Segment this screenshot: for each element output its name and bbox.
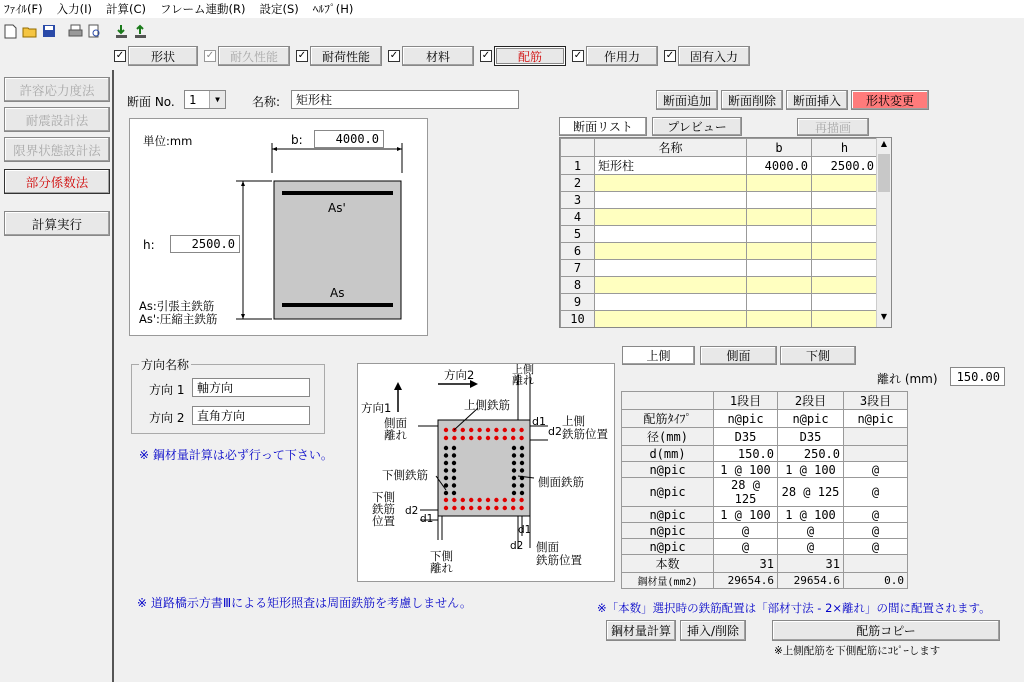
bottom-rebar-dot xyxy=(444,506,448,510)
top-rebar-dot xyxy=(494,428,498,432)
side-rebar-dot xyxy=(452,468,456,472)
tab-section-list[interactable]: 断面リスト xyxy=(559,117,647,136)
list-cell-b[interactable] xyxy=(747,175,812,192)
print-preview-icon[interactable] xyxy=(87,24,102,39)
table-row[interactable] xyxy=(561,192,878,209)
side-rebar-dot xyxy=(520,453,524,457)
bottom-rebar-dot xyxy=(461,506,465,510)
list-cell-b[interactable] xyxy=(747,226,812,243)
side-rebar-dot xyxy=(512,446,516,450)
table-row[interactable] xyxy=(622,507,908,523)
list-header-name: 名称 xyxy=(595,139,747,157)
list-cell-name[interactable] xyxy=(595,226,747,243)
section-list-table xyxy=(560,138,878,328)
bottom-sep-label xyxy=(430,550,453,574)
steel-calc-note: ※ 鋼材量計算は必ず行って下さい。 xyxy=(139,448,333,462)
side-rebar-dot xyxy=(512,468,516,472)
section-list-grid xyxy=(559,137,892,328)
d1-bottom-label: d1 xyxy=(420,513,434,525)
rebar-header-tier1: 1段目 xyxy=(714,392,778,410)
list-cell-b[interactable] xyxy=(747,209,812,226)
side-rebar-dot xyxy=(452,476,456,480)
list-cell-b[interactable] xyxy=(747,192,812,209)
sidebar xyxy=(0,70,114,682)
redraw-button: 再描画 xyxy=(797,118,869,136)
side-rebar-dot xyxy=(512,453,516,457)
list-cell-name[interactable] xyxy=(595,175,747,192)
direction-1-input[interactable]: 軸方向 xyxy=(192,378,310,397)
rebar-row-label: 配筋ﾀｲﾌﾟ xyxy=(622,410,714,428)
sidebar-item-partial-factor[interactable]: 部分係数法 xyxy=(4,169,110,194)
rebar-row-label: d(mm) xyxy=(622,446,714,462)
tab-load-capacity[interactable]: 耐荷性能 xyxy=(310,46,382,66)
list-cell-h[interactable]: 2500.0 xyxy=(812,157,878,175)
side-sep-line2: 離れ xyxy=(384,428,407,442)
bottom-rebar-dot xyxy=(494,498,498,502)
table-row[interactable] xyxy=(561,226,878,243)
table-row[interactable] xyxy=(561,175,878,192)
bottom-rebar-dot xyxy=(503,498,507,502)
rebar-row-label: n@pic xyxy=(622,462,714,478)
rebar-cell[interactable]: @ xyxy=(714,523,778,539)
count-placement-note: ※「本数」選択時の鉄筋配置は「部材寸法 - 2×離れ」の間に配置されます。 xyxy=(597,601,991,615)
tab-material[interactable]: 材料 xyxy=(402,46,474,66)
tab-side-rebar[interactable]: 側面 xyxy=(700,346,777,365)
list-header-corner xyxy=(561,139,595,157)
tab-action[interactable]: 作用力 xyxy=(586,46,658,66)
row-number: 2 xyxy=(561,175,595,192)
list-header-h: h xyxy=(812,139,878,157)
top-rebar-dot xyxy=(503,436,507,440)
side-rebar-dot xyxy=(452,446,456,450)
tab-check-custom[interactable]: ✓ xyxy=(665,50,675,61)
table-row[interactable] xyxy=(622,446,908,462)
sidebar-item-limit-state[interactable]: 限界状態設計法 xyxy=(4,137,110,162)
side-rebar-dot xyxy=(512,476,516,480)
h-input[interactable]: 2500.0 xyxy=(170,235,240,253)
menu-calc[interactable]: 計算(C) xyxy=(105,2,146,16)
side-rebar-dot xyxy=(512,483,516,487)
rebar-cell[interactable]: 250.0 xyxy=(778,446,844,462)
rebar-cell[interactable]: @ xyxy=(844,523,908,539)
section-no-value: 1 xyxy=(189,92,197,107)
d2-side-label: d2 xyxy=(510,540,524,552)
list-cell-name[interactable] xyxy=(595,260,747,277)
top-rebar-dot xyxy=(461,436,465,440)
rebar-cell: 29654.6 xyxy=(778,573,844,589)
side-rebar-dot xyxy=(444,476,448,480)
chevron-down-icon[interactable]: ▼ xyxy=(209,91,225,108)
top-rebar-dot xyxy=(461,428,465,432)
side-rebar-label: 側面鉄筋 xyxy=(538,475,584,489)
table-row[interactable] xyxy=(622,523,908,539)
list-cell-name[interactable]: 矩形柱 xyxy=(595,157,747,175)
scroll-thumb[interactable] xyxy=(878,154,890,192)
side-sep-label xyxy=(384,417,407,441)
section-name-label: 名称: xyxy=(252,95,281,109)
top-sep-label xyxy=(512,364,534,386)
list-cell-h[interactable] xyxy=(812,243,878,260)
top-rebar-dot xyxy=(486,428,490,432)
table-row[interactable] xyxy=(561,209,878,226)
rebar-cell[interactable]: 1 @ 100 xyxy=(778,462,844,478)
table-row[interactable] xyxy=(622,410,908,428)
rebar-cell[interactable] xyxy=(844,446,908,462)
rebar-cell[interactable]: 28 @ 125 xyxy=(714,478,778,507)
list-cell-name[interactable] xyxy=(595,277,747,294)
table-row[interactable] xyxy=(622,462,908,478)
d1-side-label: d1 xyxy=(518,524,532,536)
rebar-cell[interactable]: @ xyxy=(778,539,844,555)
menu-file[interactable]: ﾌｧｲﾙ(F) xyxy=(4,2,43,16)
bottom-sep-line2: 離れ xyxy=(430,561,453,575)
rebar-row-label: 径(mm) xyxy=(622,428,714,446)
rebar-cell[interactable]: 1 @ 100 xyxy=(714,462,778,478)
scroll-up-icon[interactable]: ▲ xyxy=(880,139,888,148)
separation-label: 離れ (mm) xyxy=(877,372,938,386)
table-row[interactable] xyxy=(622,478,908,507)
bottom-rebar-dot xyxy=(469,498,473,502)
top-rebar-dot xyxy=(519,428,523,432)
rebar-cell[interactable]: 1 @ 100 xyxy=(778,507,844,523)
d2-bottom-label: d2 xyxy=(405,505,419,517)
tab-check-action[interactable]: ✓ xyxy=(573,50,583,61)
bottom-rebar-dot xyxy=(469,506,473,510)
bottom-rebar-dot xyxy=(503,506,507,510)
side-rebar-dot xyxy=(452,483,456,487)
top-rebar-dot xyxy=(519,436,523,440)
bottom-pos-line3: 位置 xyxy=(372,514,395,528)
rebar-cell[interactable]: D35 xyxy=(778,428,844,446)
list-cell-b[interactable] xyxy=(747,277,812,294)
rebar-cell[interactable]: n@pic xyxy=(778,410,844,428)
delete-section-button[interactable]: 断面削除 xyxy=(721,90,783,110)
side-pos-label xyxy=(536,541,582,567)
row-number: 8 xyxy=(561,277,595,294)
section-name-input[interactable]: 矩形柱 xyxy=(291,90,519,109)
row-number: 10 xyxy=(561,311,595,328)
d1-top-label: d1 xyxy=(532,415,546,428)
sidebar-item-allowable-stress[interactable]: 許容応力度法 xyxy=(4,77,110,102)
bottom-rebar-dot xyxy=(477,506,481,510)
copy-rebar-note: ※上側配筋を下側配筋にｺﾋﾟｰします xyxy=(774,645,941,657)
side-sep-line1: 側面 xyxy=(384,416,407,430)
rebar-cell xyxy=(844,555,908,573)
side-rebar-dot xyxy=(444,461,448,465)
rebar-cell[interactable]: @ xyxy=(778,523,844,539)
top-pos-line1: 上側 xyxy=(562,414,585,428)
rect-check-note: ※ 道路橋示方書Ⅲによる矩形照査は周面鉄筋を考慮しません。 xyxy=(137,596,472,610)
table-row[interactable] xyxy=(561,260,878,277)
save-icon[interactable] xyxy=(41,24,56,39)
side-rebar-dot xyxy=(444,453,448,457)
rebar-row-label: n@pic xyxy=(622,507,714,523)
table-row[interactable] xyxy=(561,277,878,294)
bottom-rebar-dot xyxy=(486,506,490,510)
tab-rebar[interactable]: 配筋 xyxy=(494,46,566,66)
rebar-header-tier3: 3段目 xyxy=(844,392,908,410)
list-cell-name[interactable] xyxy=(595,311,747,328)
tab-preview[interactable]: プレビュー xyxy=(652,117,742,136)
row-number: 4 xyxy=(561,209,595,226)
table-row xyxy=(622,555,908,573)
print-icon[interactable] xyxy=(68,24,83,39)
tab-durability: 耐久性能 xyxy=(218,46,290,66)
rebar-header-tier2: 2段目 xyxy=(778,392,844,410)
bottom-rebar-dot xyxy=(511,498,515,502)
side-rebar-dot xyxy=(520,491,524,495)
rebar-cell: 31 xyxy=(778,555,844,573)
rebar-cell[interactable]: 1 @ 100 xyxy=(714,507,778,523)
side-rebar-dot xyxy=(452,491,456,495)
menu-bar xyxy=(0,0,1024,18)
run-calc-button[interactable]: 計算実行 xyxy=(4,211,110,236)
export-icon[interactable] xyxy=(133,24,148,39)
list-cell-b[interactable]: 4000.0 xyxy=(747,157,812,175)
change-shape-button[interactable]: 形状変更 xyxy=(851,90,929,110)
list-cell-b[interactable] xyxy=(747,243,812,260)
list-cell-h[interactable] xyxy=(812,175,878,192)
separation-input[interactable]: 150.00 xyxy=(950,367,1005,386)
tab-check-rebar[interactable]: ✓ xyxy=(481,50,491,61)
legend-as-prime: As':圧縮主鉄筋 xyxy=(139,312,218,326)
rebar-cell: 29654.6 xyxy=(714,573,778,589)
rebar-cell[interactable]: D35 xyxy=(714,428,778,446)
menu-settings[interactable]: 設定(S) xyxy=(259,2,299,16)
tab-shape[interactable]: 形状 xyxy=(128,46,198,66)
table-row xyxy=(622,573,908,589)
menu-help[interactable]: ﾍﾙﾌﾟ(H) xyxy=(312,2,354,16)
bottom-rebar-dot xyxy=(452,506,456,510)
bottom-pos-line1: 下側 xyxy=(372,490,395,504)
row-number: 1 xyxy=(561,157,595,175)
list-cell-b[interactable] xyxy=(747,260,812,277)
dir1-label: 方向1 xyxy=(361,401,392,415)
rebar-cell[interactable] xyxy=(844,428,908,446)
b-input[interactable]: 4000.0 xyxy=(314,130,384,148)
side-rebar-dot xyxy=(444,468,448,472)
top-rebar-dot xyxy=(469,436,473,440)
bottom-rebar-label: 下側鉄筋 xyxy=(382,468,428,482)
list-cell-name[interactable] xyxy=(595,294,747,311)
menu-input[interactable]: 入力(I) xyxy=(56,2,92,16)
menu-frame[interactable]: フレーム連動(R) xyxy=(159,2,246,16)
h-label: h: xyxy=(143,238,155,252)
tab-custom-input[interactable]: 固有入力 xyxy=(678,46,750,66)
legend-as: As:引張主鉄筋 xyxy=(139,299,215,313)
row-number: 9 xyxy=(561,294,595,311)
side-rebar-dot xyxy=(512,461,516,465)
top-rebar-dot xyxy=(511,428,515,432)
dir2-label: 方向2 xyxy=(444,368,475,382)
rebar-header-corner xyxy=(622,392,714,410)
scroll-down-icon[interactable]: ▼ xyxy=(880,312,888,321)
toolbar xyxy=(0,18,1024,44)
rebar-cell: 0.0 xyxy=(844,573,908,589)
side-rebar-dot xyxy=(520,468,524,472)
add-section-button[interactable]: 断面追加 xyxy=(656,90,718,110)
table-row[interactable] xyxy=(622,539,908,555)
bottom-rebar-dot xyxy=(461,498,465,502)
unit-label: 単位:mm xyxy=(143,134,193,148)
bottom-rebar-dot xyxy=(519,498,523,502)
top-sep-line2: 離れ xyxy=(512,374,534,387)
list-cell-h[interactable] xyxy=(812,294,878,311)
open-folder-icon[interactable] xyxy=(22,24,37,39)
list-cell-name[interactable] xyxy=(595,243,747,260)
top-sep-line1: 上側 xyxy=(512,363,534,376)
section-diagram-panel xyxy=(129,118,428,336)
rebar-cell[interactable]: @ xyxy=(844,539,908,555)
copy-rebar-button[interactable]: 配筋コピー xyxy=(772,620,1000,641)
top-pos-label xyxy=(562,415,608,441)
rebar-cell[interactable]: @ xyxy=(844,462,908,478)
side-rebar-dot xyxy=(520,446,524,450)
bottom-rebar-dot xyxy=(519,506,523,510)
row-number: 6 xyxy=(561,243,595,260)
side-rebar-dot xyxy=(520,483,524,487)
list-cell-name[interactable] xyxy=(595,209,747,226)
rebar-diagram-panel xyxy=(357,363,615,582)
side-rebar-dot xyxy=(444,491,448,495)
side-rebar-dot xyxy=(512,491,516,495)
tab-top-rebar[interactable]: 上側 xyxy=(622,346,695,365)
rebar-table xyxy=(621,391,908,589)
top-rebar-dot xyxy=(477,436,481,440)
table-row[interactable] xyxy=(561,311,878,328)
rebar-cell: 31 xyxy=(714,555,778,573)
tab-check-shape[interactable]: ✓ xyxy=(115,50,125,61)
rebar-cell[interactable]: 150.0 xyxy=(714,446,778,462)
bottom-pos-line2: 鉄筋 xyxy=(372,502,395,516)
side-rebar-dot xyxy=(444,446,448,450)
b-label: b: xyxy=(291,133,303,147)
list-cell-h[interactable] xyxy=(812,311,878,328)
bottom-rebar-dot xyxy=(452,498,456,502)
bottom-rebar-dot xyxy=(494,506,498,510)
tab-check-load[interactable]: ✓ xyxy=(297,50,307,61)
list-cell-name[interactable] xyxy=(595,192,747,209)
row-number: 5 xyxy=(561,226,595,243)
side-rebar-dot xyxy=(452,453,456,457)
bottom-rebar-dot xyxy=(486,498,490,502)
table-row[interactable] xyxy=(561,294,878,311)
rebar-row-label: 本数 xyxy=(622,555,714,573)
rebar-cell[interactable]: 28 @ 125 xyxy=(778,478,844,507)
row-number: 3 xyxy=(561,192,595,209)
bottom-sep-line1: 下側 xyxy=(430,549,453,563)
list-scrollbar[interactable] xyxy=(876,138,891,327)
direction-2-input[interactable]: 直角方向 xyxy=(192,406,310,425)
side-rebar-dot xyxy=(452,461,456,465)
d2-top-label: d2 xyxy=(548,425,562,438)
insert-section-button[interactable]: 断面挿入 xyxy=(786,90,848,110)
tab-row xyxy=(114,46,754,68)
section-no-select[interactable] xyxy=(184,90,226,109)
direction-2-label: 方向 2 xyxy=(149,411,185,425)
tab-check-durability: ✓ xyxy=(205,50,215,61)
tab-bottom-rebar[interactable]: 下側 xyxy=(780,346,856,365)
top-rebar-dot xyxy=(486,436,490,440)
import-icon[interactable] xyxy=(114,24,129,39)
top-rebar-dot xyxy=(511,436,515,440)
list-cell-h[interactable] xyxy=(812,226,878,243)
top-rebar-line xyxy=(282,191,393,195)
top-rebar-label: 上側鉄筋 xyxy=(464,398,510,412)
rebar-row-label: n@pic xyxy=(622,523,714,539)
list-cell-b[interactable] xyxy=(747,294,812,311)
section-body xyxy=(438,420,530,516)
as-prime-label: As' xyxy=(328,201,346,215)
new-file-icon[interactable] xyxy=(3,24,18,39)
list-cell-b[interactable] xyxy=(747,311,812,328)
bottom-pos-label xyxy=(372,491,395,527)
top-rebar-dot xyxy=(444,436,448,440)
top-rebar-dot xyxy=(452,436,456,440)
rebar-row-label: 鋼材量(mm2) xyxy=(622,573,714,589)
rebar-cell[interactable]: n@pic xyxy=(714,410,778,428)
list-cell-h[interactable] xyxy=(812,277,878,294)
bottom-rebar-dot xyxy=(444,498,448,502)
steel-calc-button[interactable]: 鋼材量計算 xyxy=(606,620,676,641)
top-rebar-dot xyxy=(444,428,448,432)
table-row[interactable] xyxy=(561,157,878,175)
tab-check-material[interactable]: ✓ xyxy=(389,50,399,61)
top-rebar-dot xyxy=(494,436,498,440)
top-pos-line2: 鉄筋位置 xyxy=(562,427,608,441)
rebar-row-label: n@pic xyxy=(622,478,714,507)
bottom-rebar-line xyxy=(282,303,393,307)
row-number: 7 xyxy=(561,260,595,277)
list-header-b: b xyxy=(747,139,812,157)
table-row[interactable] xyxy=(561,243,878,260)
section-no-label: 断面 No. xyxy=(127,95,175,109)
top-rebar-dot xyxy=(469,428,473,432)
rebar-cell[interactable]: @ xyxy=(844,478,908,507)
insert-delete-button[interactable]: 挿入/削除 xyxy=(680,620,746,641)
side-rebar-dot xyxy=(520,461,524,465)
list-cell-h[interactable] xyxy=(812,209,878,226)
bottom-rebar-dot xyxy=(511,506,515,510)
direction-1-label: 方向 1 xyxy=(149,383,185,397)
rebar-cell[interactable]: @ xyxy=(844,507,908,523)
side-pos-line2: 鉄筋位置 xyxy=(536,553,582,567)
top-rebar-dot xyxy=(503,428,507,432)
rebar-cell[interactable]: @ xyxy=(714,539,778,555)
side-pos-line1: 側面 xyxy=(536,540,559,554)
bottom-rebar-dot xyxy=(477,498,481,502)
direction-group-title: 方向名称 xyxy=(141,358,190,372)
list-cell-h[interactable] xyxy=(812,192,878,209)
list-cell-h[interactable] xyxy=(812,260,878,277)
rebar-row-label: n@pic xyxy=(622,539,714,555)
as-label: As xyxy=(330,286,345,300)
rebar-cell[interactable]: n@pic xyxy=(844,410,908,428)
top-rebar-dot xyxy=(477,428,481,432)
sidebar-item-seismic[interactable]: 耐震設計法 xyxy=(4,107,110,132)
table-row[interactable] xyxy=(622,428,908,446)
